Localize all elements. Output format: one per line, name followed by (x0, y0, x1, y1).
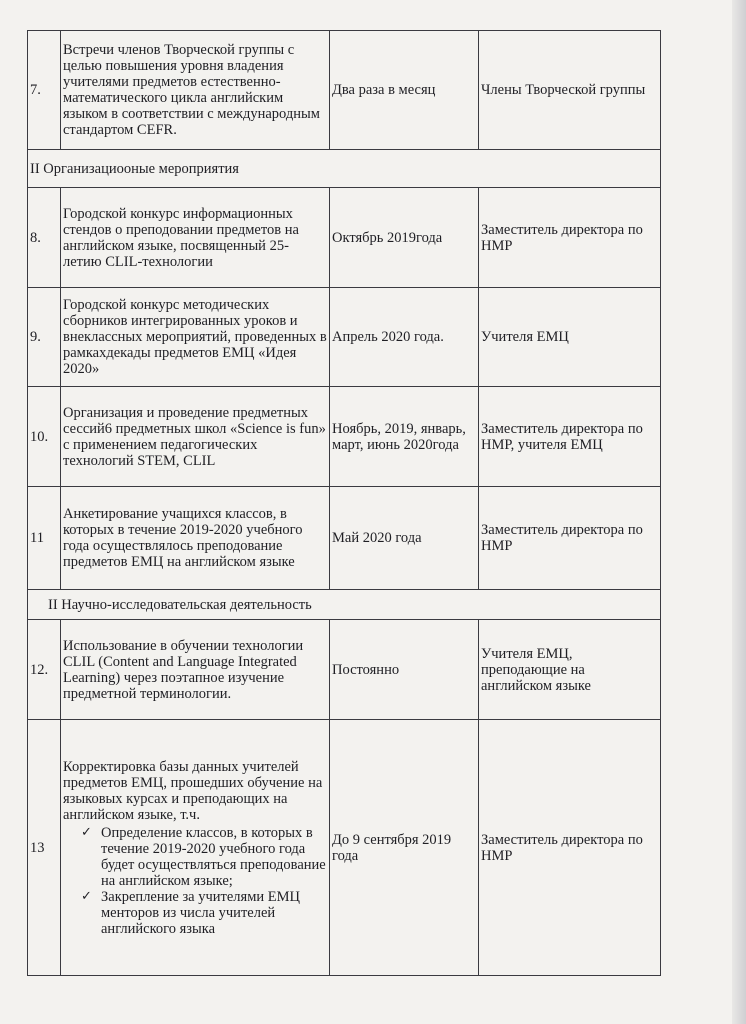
checkmark-icon: ✓ (81, 888, 92, 904)
term-cell: Май 2020 года (330, 487, 479, 590)
responsible-cell: Заместитель директора по НМР (479, 188, 661, 288)
row-number: 12. (28, 620, 61, 720)
plan-table (27, 30, 661, 976)
checklist (63, 825, 327, 937)
checkmark-icon: ✓ (81, 824, 92, 840)
table-row (28, 188, 661, 288)
activity-cell: Организация и проведение предметных сессий6 предметных школ «Science is fun» с применением педагогических технологий STEM, CLIL (61, 387, 330, 487)
list-item (81, 889, 327, 937)
table-row (28, 31, 661, 150)
row-number: 10. (28, 387, 61, 487)
responsible-cell: Учителя ЕМЦ, преподающие на английском языке (479, 620, 661, 720)
row-number: 11 (28, 487, 61, 590)
list-item-text: Определение классов, в которых в течение 2019-2020 учебного года будет осуществляться преподование на английском языке; (101, 824, 326, 889)
section-heading: II Организациооные мероприятия (28, 150, 661, 188)
activity-cell (61, 720, 330, 976)
responsible-cell: Заместитель директора по НМР (479, 720, 661, 976)
term-cell: Постоянно (330, 620, 479, 720)
table-row (28, 288, 661, 387)
term-cell: Ноябрь, 2019, январь, март, июнь 2020года (330, 387, 479, 487)
activity-cell: Анкетирование учащихся классов, в которых в течение 2019-2020 учебного года осуществлялось преподование предметов ЕМЦ на английском языке (61, 487, 330, 590)
activity-text: Корректировка базы данных учителей предметов ЕМЦ, прошедших обучение на языковых курсах и преподающих на английском языке, т.ч. (63, 758, 323, 823)
section-row (28, 590, 661, 620)
term-cell: До 9 сентября 2019 года (330, 720, 479, 976)
responsible-cell: Учителя ЕМЦ (479, 288, 661, 387)
term-cell: Апрель 2020 года. (330, 288, 479, 387)
term-cell: Октябрь 2019года (330, 188, 479, 288)
activity-cell: Встречи членов Творческой группы с целью повышения уровня владения учителями предметов естественно-математического цикла английским языком в соответствии с международным стандартом CEFR. (61, 31, 330, 150)
section-heading: II Научно-исследовательская деятельность (28, 590, 661, 620)
responsible-cell: Члены Творческой группы (479, 31, 661, 150)
row-number: 7. (28, 31, 61, 150)
activity-cell: Использование в обучении технологии CLIL (Content and Language Integrated Learning) через поэтапное изучение предметной терминологии. (61, 620, 330, 720)
list-item-text: Закрепление за учителями ЕМЦ менторов из числа учителей английского языка (101, 888, 300, 937)
table-row (28, 487, 661, 590)
table-row (28, 387, 661, 487)
responsible-cell: Заместитель директора по НМР, учителя ЕМЦ (479, 387, 661, 487)
page-edge (732, 0, 746, 1024)
row-number: 9. (28, 288, 61, 387)
activity-cell: Городской конкурс методических сборников интегрированных уроков и внеклассных мероприятий, проведенных в рамкахдекады предметов ЕМЦ «Идея 2020» (61, 288, 330, 387)
section-row (28, 150, 661, 188)
list-item (81, 825, 327, 889)
term-cell: Два раза в месяц (330, 31, 479, 150)
row-number: 8. (28, 188, 61, 288)
table-row (28, 720, 661, 976)
table-row (28, 620, 661, 720)
activity-cell: Городской конкурс информационных стендов о преподовании предметов на английском языке, посвященный 25-летию CLIL-технологии (61, 188, 330, 288)
responsible-cell: Заместитель директора по НМР (479, 487, 661, 590)
row-number: 13 (28, 720, 61, 976)
